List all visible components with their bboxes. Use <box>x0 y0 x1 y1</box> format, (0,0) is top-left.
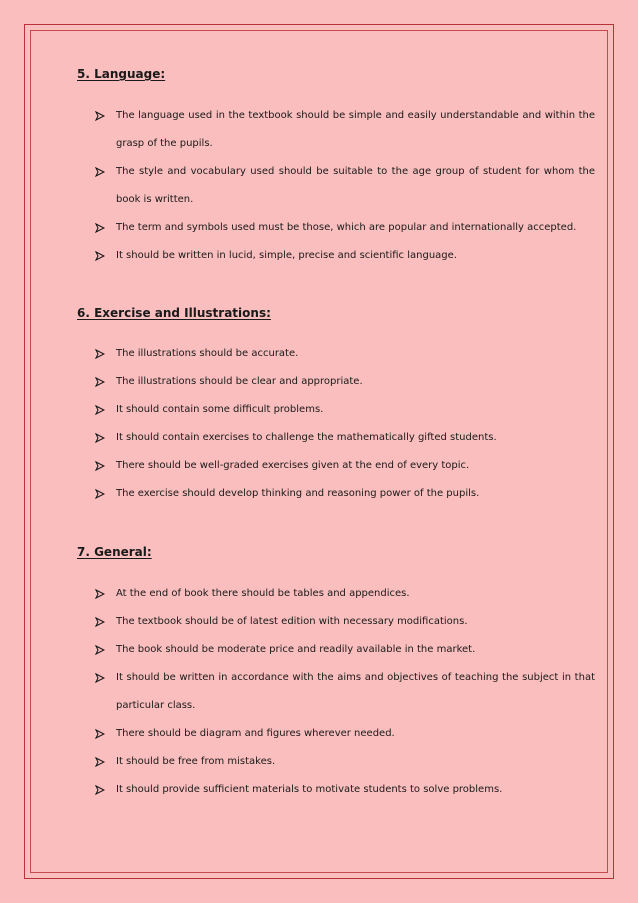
arrow-bullet-icon <box>95 580 107 608</box>
list-item <box>77 452 595 480</box>
list-item <box>77 396 595 424</box>
arrow-bullet-icon <box>95 452 107 480</box>
list-item <box>77 368 595 396</box>
list-item-text: The style and vocabulary used should be suitable to the age group of student for whom the book is written. <box>116 166 595 205</box>
list-item-text: It should be free from mistakes. <box>116 756 276 767</box>
list-item-text: It should provide sufficient materials to motivate students to solve problems. <box>116 784 503 795</box>
list-item-text: There should be well-graded exercises given at the end of every topic. <box>116 460 470 471</box>
arrow-bullet-icon <box>95 608 107 636</box>
list-item <box>77 748 595 776</box>
list-item <box>77 480 595 508</box>
section-language <box>77 64 595 270</box>
arrow-bullet-icon <box>95 424 107 452</box>
section-exercise-illustrations <box>77 303 595 508</box>
list-item-text: The exercise should develop thinking and reasoning power of the pupils. <box>116 488 480 499</box>
section-heading: 5. Language: <box>77 67 166 81</box>
list-item-text: At the end of book there should be tables and appendices. <box>116 588 410 599</box>
arrow-bullet-icon <box>95 480 107 508</box>
list-item <box>77 580 595 608</box>
arrow-bullet-icon <box>95 368 107 396</box>
list-item-text: The term and symbols used must be those, which are popular and internationally accepted. <box>116 222 577 233</box>
list-item-text: The language used in the textbook should be simple and easily understandable and within the grasp of the pupils. <box>116 110 595 149</box>
list-item <box>77 608 595 636</box>
list-item-text: It should be written in lucid, simple, precise and scientific language. <box>116 250 457 261</box>
arrow-bullet-icon <box>95 340 107 368</box>
bullet-list <box>77 340 595 508</box>
list-item <box>77 242 595 270</box>
section-general <box>77 542 595 804</box>
list-item <box>77 214 595 242</box>
list-item-text: There should be diagram and figures wherever needed. <box>116 728 395 739</box>
list-item <box>77 158 595 214</box>
arrow-bullet-icon <box>95 636 107 664</box>
list-item-text: The illustrations should be accurate. <box>116 348 299 359</box>
list-item-text: The book should be moderate price and readily available in the market. <box>116 644 476 655</box>
arrow-bullet-icon <box>95 242 107 270</box>
list-item <box>77 776 595 804</box>
list-item-text: It should be written in accordance with the aims and objectives of teaching the subject in that particular class. <box>116 672 595 711</box>
bullet-list <box>77 580 595 804</box>
list-item-text: It should contain some difficult problems. <box>116 404 324 415</box>
list-item <box>77 636 595 664</box>
section-heading: 6. Exercise and Illustrations: <box>77 306 271 320</box>
list-item-text: It should contain exercises to challenge the mathematically gifted students. <box>116 432 497 443</box>
list-item-text: The textbook should be of latest edition with necessary modifications. <box>116 616 468 627</box>
list-item <box>77 340 595 368</box>
arrow-bullet-icon <box>95 396 107 424</box>
arrow-bullet-icon <box>95 158 107 186</box>
list-item <box>77 720 595 748</box>
arrow-bullet-icon <box>95 748 107 776</box>
arrow-bullet-icon <box>95 102 107 130</box>
arrow-bullet-icon <box>95 720 107 748</box>
bullet-list <box>77 102 595 270</box>
list-item-text: The illustrations should be clear and appropriate. <box>116 376 363 387</box>
section-heading: 7. General: <box>77 545 152 559</box>
list-item <box>77 664 595 720</box>
list-item <box>77 102 595 158</box>
arrow-bullet-icon <box>95 664 107 692</box>
arrow-bullet-icon <box>95 214 107 242</box>
arrow-bullet-icon <box>95 776 107 804</box>
document-body <box>77 64 595 804</box>
list-item <box>77 424 595 452</box>
